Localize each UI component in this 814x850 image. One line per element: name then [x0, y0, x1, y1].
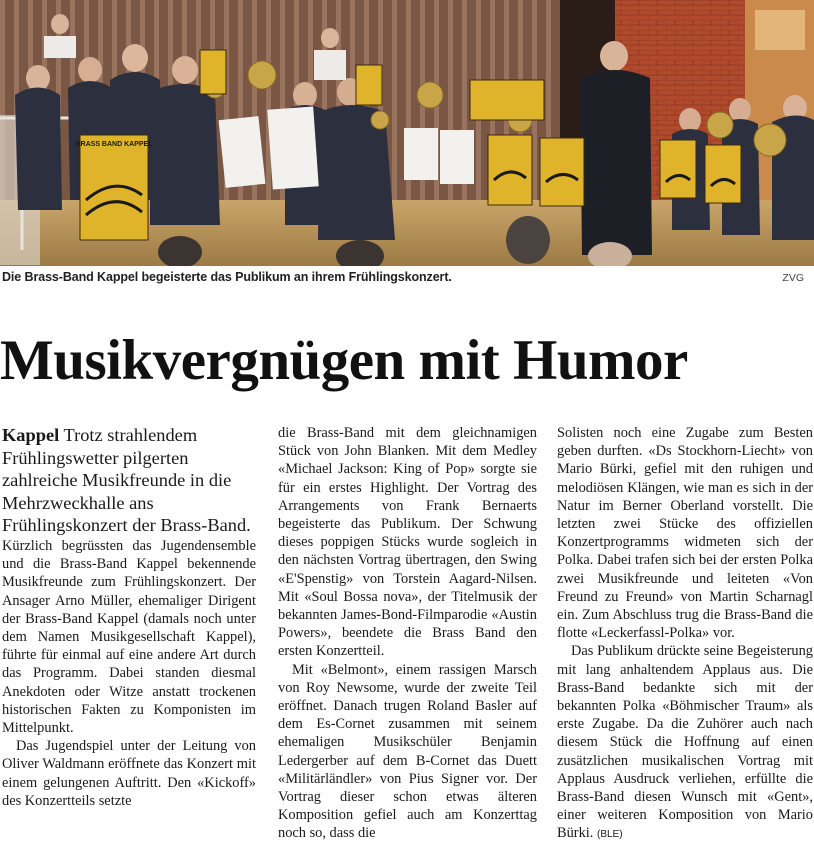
photo-caption: Die Brass-Band Kappel begeisterte das Publikum an ihrem Frühlingskonzert. [2, 270, 452, 284]
photo-credit: ZVG [782, 272, 804, 284]
concert-photo [0, 0, 814, 266]
lead-paragraph [2, 424, 256, 537]
lead-text: Trotz strahlendem Frühlingswetter pilgerten zahlreiche Musikfreunde in die Mehrzweckhalle ans Frühlingskonzert der Brass-Band. [2, 425, 251, 536]
dateline-place: Kappel [2, 425, 60, 445]
article-column-2 [278, 424, 537, 843]
paragraph-4 [557, 642, 813, 844]
headline: Musikvergnügen mit Humor [0, 329, 688, 392]
banner-label: BRASS BAND KAPPEL [75, 141, 153, 148]
paragraph-3-start: Mit «Belmont», einem rassigen Marsch von Roy Newsome, wurde der zweite Teil eröffnet. Danach trugen Roland Basler auf dem Es-Cornet zusammen mit seinem ehemaligen Musikschüler Benjamin Ledergerber auf dem B-Cornet das Duett «Militärländler» von Pius Signer vor. Der Vortrag dieser schon etwas älteren Komposition gefiel auch am Konzerttag noch so, dass die [278, 661, 537, 842]
paragraph-1: Kürzlich begrüssten das Jugendensemble und die Brass-Band Kappel bekennende Musikfreunde zum Frühlingskonzert. Der Ansager Arno Müller, ehemaliger Dirigent der Brass-Band Kappel (damals noch unter dem Namen Musikgesellschaft Kappel), führte für einmal auf eine andere Art durch das Programm. Dabei standen diesmal Anekdoten oder Witze anstatt trockenen historischen Fakten zu Komponisten im Mittelpunkt. [2, 537, 256, 736]
paragraph-4-text: Das Publikum drückte seine Begeisterung mit lang anhaltendem Applaus aus. Die Brass-Band bedankte sich mit der bekannten Polka «Böhmischer Traum» als erste Zugabe. Da die Zuhörer auch nach diesem Stück die Hoffnung auf einen zusätzlichen musikalischen Vortrag mit Applaus Ausdruck verliehen, erfüllte die Brass-Band diesen Wunsch mit «Gent», einer weiteren Komposition von Mario Bürki. [557, 643, 813, 842]
paragraph-3-end: Solisten noch eine Zugabe zum Besten geben durften. «Ds Stockhorn-Liecht» von Mario Bürki, gefiel mit den ruhigen und melodiösen Klängen, wie man es sich in der Natur im Berner Oberland vorstellt. Die letzten zwei Stücke des offiziellen Konzertprogramms widmeten sich der Polka. Dabei trafen sich bei der ersten Polka zwei Musikfreunde und leiteten «Von Freund zu Freund» von Martin Scharnagl ein. Zum Abschluss trug die Brass-Band die flotte «Leckerfassl-Polka» vor. [557, 425, 813, 642]
paragraph-2-end: die Brass-Band mit dem gleichnamigen Stück von John Blanken. Mit dem Medley «Michael Jackson: King of Pop» sorgte sie für ein erstes Highlight. Der Vortrag des Arrangements von Frank Bernaerts begeisterte das Publikum. Der Schwung dieses poppigen Stücks wurde sogleich in den nächsten Vortrag übertragen, den Swing «E'Spenstig» von Torstein Aagard-Nilsen. Mit «Soul Bossa nova», der Titelmusik der bekannten James-Bond-Filmparodie «Austin Powers», beendete die Brass Band den ersten Konzertteil. [278, 425, 537, 660]
author-initials: (BLE) [597, 829, 623, 841]
article-column-3 [557, 424, 813, 845]
paragraph-2-start: Das Jugendspiel unter der Leitung von Oliver Waldmann eröffnete das Konzert mit einem gelungenen Auftritt. Den «Kickoff» des Konzertteils setzte [2, 738, 256, 809]
article-column-1 [2, 424, 256, 810]
